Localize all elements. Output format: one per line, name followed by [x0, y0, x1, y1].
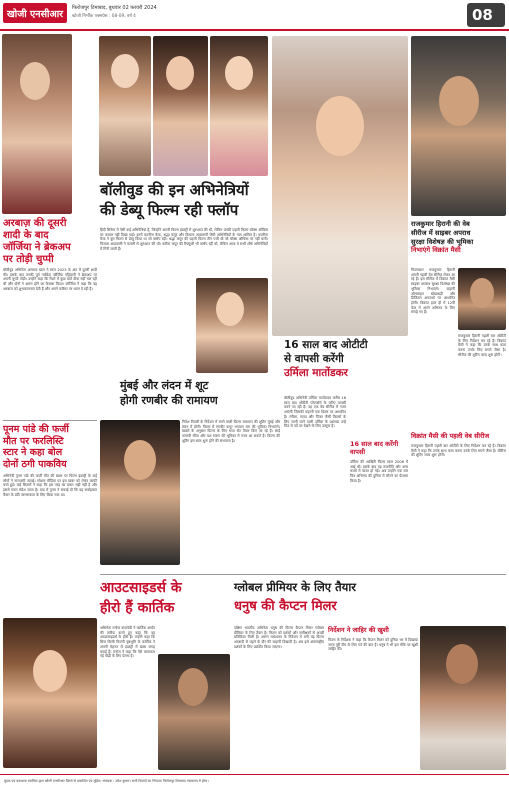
brand-banner [3, 3, 67, 23]
masthead [0, 0, 509, 32]
urmila-subbody: उर्मिला की आखिरी फिल्म साल 2008 में आई थी। इसके बाद वह राजनीति और अन्य कामों में व्यस्त हो गईं। अब उन्होंने एक बार फिर अभिनय की दुनिया में लौटने का फैसला किया है। [350, 460, 410, 483]
hirani-subheadline-text: विक्रांत मैसी की पहली वेब सीरीज [411, 432, 490, 440]
dhanush-subbody: फिल्म के निर्देशक ने कहा कि कैप्टन मिलर को दुनिया भर में दिखाया जाना पूरी टीम के लिए गर्व की बात है। धनुष ने भी इस मौके पर खुशी जाहिर की। [328, 638, 420, 652]
debut-headline-1: बॉलीवुड की इन अभिनेत्रियों [100, 181, 249, 199]
photo-kiara [210, 36, 268, 176]
poonam-headline-4: दोनों ठगी पाकविय [3, 458, 67, 470]
urmila-headline [284, 338, 408, 396]
photo-katrina [99, 36, 151, 176]
face-shraddha [166, 56, 194, 90]
photo-ranbir [100, 420, 180, 565]
page-number: 08 [472, 6, 493, 24]
urvashi-headline-1: अरबाज़ की दूसरी [3, 218, 67, 229]
hirani-headline-2: सीरीज में साइबर अपराध [411, 228, 471, 237]
poonam-headline-1: पूनम पांडे की फर्जी [3, 424, 69, 435]
hirani-body: फिल्मकार राजकुमार हिरानी अपनी पहली वेब सीरीज लेकर आ रहे हैं। इस सीरीज में विक्रांत मैसी साइबर अपराध सुरक्षा विशेषज्ञ की भूमिका निभाएंगे। कहानी ऑनलाइन धोखाधड़ी और डिजिटल अपराधों पर आधारित होगी। विक्रांत हाल ही में 12वीं फेल में अपने अभिनय के लिए सराहे गए हैं। [411, 268, 457, 315]
kartik-headline [100, 578, 230, 622]
face-poonam [33, 650, 67, 692]
hirani-headline-4: निभाएंगे विक्रांत मैसी [411, 246, 461, 255]
dhanush-headline-1: ग्लोबल प्रीमियर के लिए तैयार [234, 580, 357, 594]
debut-headline-2: की डेब्यू फिल्म रही फ्लॉप [100, 201, 239, 219]
face-kiara [225, 56, 253, 90]
face-georgia [20, 62, 50, 100]
poonam-headline-2: मौत पर फरलिस्टि [3, 435, 64, 447]
dhanush-body: दक्षिण भारतीय अभिनेता धनुष की फिल्म कैप्टन मिलर ग्लोबल प्रीमियर के लिए तैयार है। फिल्म को दर्शकों और समीक्षकों से अच्छी प्रतिक्रिया मिली है। अरुण मथेश्वरन के निर्देशन में बनी यह फिल्म आजादी से पहले के दौर की कहानी दिखाती है। अब इसे अंतरराष्ट्रीय दर्शकों के लिए प्रदर्शित किया जाएगा। [234, 626, 326, 649]
urmila-subheadline [350, 440, 408, 456]
kartik-body: अभिनेता मनोज बाजपेयी ने कार्तिक आर्यन की तारीफ करते हुए कहा कि वह आउटसाइडर्स के हीरो हैं। उन्होंने कहा कि बिना किसी फिल्मी पृष्ठभूमि के कार्तिक ने अपनी मेहनत से इंडस्ट्री में खास जगह बनाई है। मनोज ने कहा कि ऐसे कलाकार नई पीढ़ी के लिए प्रेरणा हैं। [100, 626, 157, 659]
face-urmila [316, 96, 364, 156]
hirani-subheadline [411, 432, 506, 440]
urvashi-body: बॉलीवुड अभिनेता अरबाज खान ने साल 2023 के अंत में दूसरी शादी की। इसके बाद उनकी पूर्व गर्लफ्रेंड जॉर्जिया एंड्रियानी ने ब्रेकअप पर अपनी चुप्पी तोड़ी। उन्होंने कहा कि रिश्ते में कुछ बातें ठीक नहीं चल रही थीं और दोनों ने अलग होने का फैसला किया। जॉर्जिया ने कहा कि वह अरबाज को शुभकामनाएं देती हैं और अपने करियर पर ध्यान दे रही हैं। [3, 268, 99, 291]
photo-kareena [196, 278, 268, 373]
poonam-body: अभिनेत्री पूनम पांडे की फर्जी मौत की खबर पर फिल्म इंडस्ट्री के कई लोगों ने नाराजगी जताई। सोशल मीडिया पर इस खबर को लेकर काफी चर्चा हुई। कई सितारों ने कहा कि इस तरह का प्रचार सही नहीं है और इससे गलत संदेश जाता है। बाद में पूनम ने सफाई दी कि यह सर्वाइकल कैंसर के प्रति जागरूकता के लिए किया गया था। [3, 474, 99, 497]
page-number-badge [467, 3, 505, 27]
dhanush-headline-2: धनुष की कैप्टन मिलर [234, 599, 337, 614]
photo-hirani [411, 36, 506, 216]
poonam-headline [3, 424, 97, 472]
kartik-headline-1: आउटसाइडर्स के [100, 580, 182, 596]
urmila-subheadline-text: 16 साल बाद करेंगी वापसी [350, 440, 399, 456]
mid-rule [100, 574, 506, 575]
photo-shraddha [153, 36, 208, 176]
urmila-body: बॉलीवुड अभिनेत्री उर्मिला मातोंडकर करीब 16 साल बाद ओटीटी प्लेटफॉर्म के जरिए वापसी करने जा रही हैं। वह एक वेब सीरीज में नजर आएंगी जिसकी कहानी एक थ्रिलर पर आधारित है। रंगीला, सत्या और पिंजर जैसी फिल्मों के लिए जानी जाने वाली उर्मिला के प्रशंसक उन्हें फिर से पर्दे पर देखने के लिए उत्सुक हैं। [284, 396, 348, 429]
header-rule [0, 29, 509, 31]
face-dhanush [446, 644, 478, 684]
face-manoj [178, 668, 208, 706]
ranbir-headline [120, 378, 280, 418]
poonam-headline-3: स्टार ने कहा बोल [3, 447, 63, 458]
face-vikrant [470, 278, 494, 308]
ranbir-headline-2: होगी रणबीर की रामायण [120, 394, 218, 407]
urmila-headline-1: 16 साल बाद ओटीटी [284, 339, 368, 351]
debut-body: हिंदी सिनेमा में ऐसी कई अभिनेत्रियां हैं, जिन्होंने अपनी फिल्म इंडस्ट्री में शुरुआत की थी, लेकिन उनकी पहली फिल्म बॉक्स ऑफिस पर कमाल नहीं दिखा पाई। इनमें कटरीना कैफ, श्रद्धा कपूर और कियारा आडवाणी जैसी अभिनेत्रियों के नाम शामिल हैं। कटरीना कैफ ने बूम फिल्म से डेब्यू किया था जो फ्लॉप रही। श्रद्धा कपूर की पहली फिल्म तीन पत्ती थी जो बॉक्स ऑफिस पर नहीं चली। कियारा आडवाणी ने फगली से शुरुआत की थी। करीना कपूर की रिफ्यूजी भी फ्लॉप रही थी, लेकिन आज ये सभी शीर्ष अभिनेत्रियों में गिनी जाती हैं। [100, 228, 270, 251]
photo-dhanush [420, 626, 506, 770]
hirani-headline-1: राजकुमार हिरानी की वेब [411, 220, 470, 228]
hirani-body-right: राजकुमार हिरानी पहली बार ओटीटी के लिए निर्देशन कर रहे हैं। विक्रांत मैसी ने कहा कि उनके साथ काम करना उनके लिए सपने जैसा है। सीरीज की शूटिंग जल्द शुरू होगी। [458, 334, 508, 357]
face-ranbir [124, 440, 156, 480]
dhanush-subheadline-text: निर्देशन ने जाहिर की खुशी [328, 626, 389, 634]
urmila-headline-2: से वापसी करेंगी [284, 353, 344, 365]
urvashi-headline-3: जॉर्जिया ने ब्रेकअप [3, 242, 71, 253]
ranbir-body: नितेश तिवारी के निर्देशन में बनने वाली फिल्म रामायण की शूटिंग मुंबई और लंदन में होगी। फिल्म में रणबीर कपूर भगवान राम की भूमिका निभाएंगे। खबरों के अनुसार फिल्म के लिए भव्य सेट तैयार किए जा रहे हैं। साईं पल्लवी सीता और यश रावण की भूमिका में नजर आ सकते हैं। फिल्म की शूटिंग इस साल शुरू होने की संभावना है। [182, 420, 282, 443]
brand-name: खोजी एनसीआर [7, 9, 64, 20]
photo-poonam [3, 618, 97, 768]
urvashi-headline-2: शादी के बाद [3, 230, 49, 241]
photo-urmila [272, 36, 408, 336]
dhanush-subheadline [328, 626, 418, 634]
footer-rule [0, 774, 509, 775]
urvashi-headline-4: पर तोड़ी चुप्पी [3, 254, 54, 265]
dateline: फिरोजपुर टिमाबाद, बुधवार 02 फरवरी 2024 [72, 5, 157, 11]
subline: खोजी निर्भीक एक्सप्रेस : 08-09, वर्ष 4 [72, 14, 136, 19]
urmila-headline-3: उर्मिला मातोंडकर [284, 367, 348, 379]
footer-imprint: मुद्रक एवं प्रकाशक स्वामित्व द्वारा खोजी एनसीआर प्रिंटर्स से प्रकाशित एवं मुद्रित। संपादक : उमेश कुमार। सभी विवादों का निपटारा फिरोजपुर टिमाबाद न्यायालय में होगा। [4, 779, 209, 783]
kartik-headline-2: हीरो हैं कार्तिक [100, 600, 175, 616]
dhanush-headline [234, 578, 506, 622]
face-hirani [439, 76, 479, 126]
left-rule-1 [3, 420, 97, 421]
face-katrina [111, 54, 139, 88]
urvashi-headline [3, 218, 97, 266]
hirani-headline-3: सुरक्षा विशेषज्ञ की भूमिका [411, 237, 474, 246]
hirani-subbody: राजकुमार हिरानी पहली बार ओटीटी के लिए निर्देशन कर रहे हैं। विक्रांत मैसी ने कहा कि उनके साथ काम करना उनके लिए सपने जैसा है। सीरीज की शूटिंग जल्द शुरू होगी। [411, 444, 508, 458]
photo-georgia [2, 34, 72, 214]
face-kareena [216, 292, 244, 326]
photo-vikrant [458, 268, 506, 330]
photo-manoj [158, 654, 230, 770]
ranbir-headline-1: मुंबई और लंदन में शूट [120, 379, 209, 392]
